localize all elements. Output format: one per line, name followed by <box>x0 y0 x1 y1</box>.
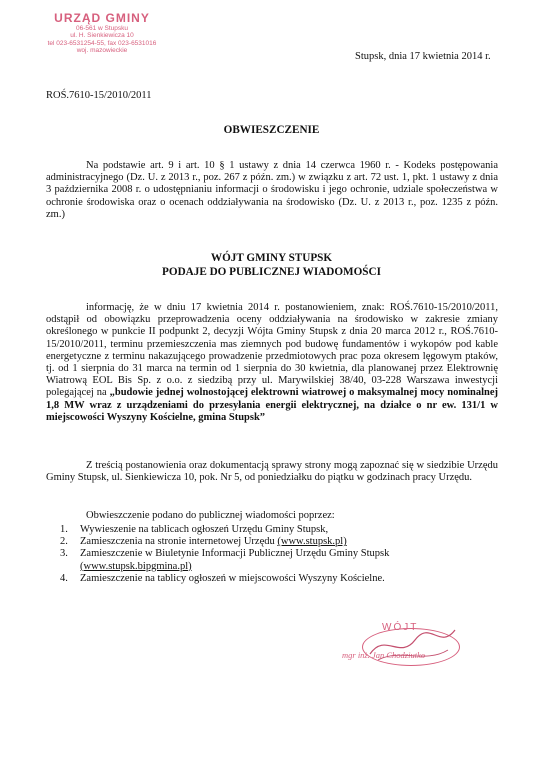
legal-basis-paragraph <box>46 160 498 221</box>
list-item <box>60 573 480 585</box>
decision-text <box>46 302 498 424</box>
notice-intro-text: Obwieszczenie podano do publicznej wiadomości poprzez: <box>86 510 335 521</box>
list-item-text: Zamieszczenie w Biuletynie Informacji Publicznej Urzędu Gminy Stupsk <box>80 548 390 560</box>
list-text <box>80 536 347 548</box>
list-text <box>80 573 385 585</box>
document-title: OBWIESZCZENIE <box>223 124 320 136</box>
bip-link[interactable]: (www.stupsk.bipgmina.pl) <box>80 560 192 572</box>
list-item <box>60 536 480 548</box>
list-text <box>80 548 480 572</box>
stamp-line: ul. H. Sienkiewicza 10 <box>70 32 134 40</box>
list-item <box>60 524 480 536</box>
signature-block <box>330 620 470 670</box>
list-item-text: Zamieszczenia na stronie internetowej Urzędu <box>80 536 278 548</box>
access-paragraph <box>46 460 498 484</box>
list-number: 4. <box>60 572 68 584</box>
stamp-line: tel 023-6531254-55, fax 023-6531016 <box>47 39 157 47</box>
decision-body: informację, że w dniu 17 kwietnia 2014 r. postanowieniem, znak: ROŚ.7610-15/2010/2011, odstąpił od obowiązku przeprowadzenia oceny oddziaływania na środowisko w zakresie zmiany określonego w punkcie II podpunkt 2, decyzji Wójta Gminy Stupsk z dnia 20 marca 2012 r., ROŚ.7610-15/2010/2011, terminu przemieszczenia mas ziemnych pod budowę fundamentów i wykopów pod kable energetyczne z terminu nakazującego prowadzenie przedmiotowych prac poza okresem lęgowym ptaków, tj. od 1 sierpnia do 31 marca na termin od 1 sierpnia do 30 kwietnia, dla planowanej przez Elektrownię Wiatrową EOL Bis Sp. z o.o. z siedzibą przy ul. Marywilskiej 38/40, 03-228 Warszawa inwestycji polegającej na <box>46 302 498 399</box>
list-item <box>60 548 480 572</box>
stamp-line: woj. mazowieckie <box>76 46 128 54</box>
publication-list <box>60 524 480 585</box>
signature-title: WÓJT <box>382 622 419 633</box>
announcement-heading-2: PODAJE DO PUBLICZNEJ WIADOMOŚCI <box>162 266 381 278</box>
signature-name: mgr inż. Jan Chodziutko <box>342 650 426 660</box>
reference-number: ROŚ.7610-15/2010/2011 <box>46 90 152 101</box>
announcement-heading-1: WÓJT GMINY STUPSK <box>210 252 333 264</box>
legal-basis-text: Na podstawie art. 9 i art. 10 § 1 ustawy z dnia 14 czerwca 1960 r. - Kodeks postępowania administracyjnego (Dz. U. z 2013 r., poz. 267 z późn. zm.) w związku z art. 72 ust. 1, pkt. 1 ustawy z dnia 3 października 2008 r. o udostępnianiu informacji o środowisku i jego ochronie, udziale społeczeństwa w ochronie środowiska oraz o ocenach oddziaływania na środowisko (Dz. U. z 2013 r., poz. 1235 z późn. zm.) <box>46 160 498 220</box>
list-text <box>80 524 328 536</box>
handwritten-signature <box>330 620 470 670</box>
stamp-line: 06-561 w Stupsku <box>75 25 129 32</box>
website-link[interactable]: (www.stupsk.pl) <box>277 536 347 548</box>
list-number: 1. <box>60 524 68 535</box>
notice-intro-paragraph <box>46 510 498 522</box>
list-number: 3. <box>60 548 68 560</box>
investment-description: „budowie jednej wolnostojącej elektrowni wiatrowej o maksymalnej mocy nominalnej 1,8 MW wraz z urządzeniami do przesyłania energii elektrycznej, na działce o nr ew. 131/1 w miejscowości Wyszyny Kościelne, gmina Stupsk” <box>46 387 498 423</box>
access-text: Z treścią postanowienia oraz dokumentacją sprawy strony mogą zapoznać się w siedzibie Urzędu Gminy Stupsk, ul. Sienkiewicza 10, pok. Nr 5, od poniedziałku do piątku w godzinach pracy Urzędu. <box>46 460 498 484</box>
place-date: Stupsk, dnia 17 kwietnia 2014 r. <box>355 51 491 62</box>
office-stamp <box>32 12 172 64</box>
list-item-text: Wywieszenie na tablicach ogłoszeń Urzędu Gminy Stupsk, <box>80 524 329 535</box>
list-number: 2. <box>60 536 68 548</box>
stamp-title: URZĄD GMINY <box>54 11 150 25</box>
list-item-text: Zamieszczenie na tablicy ogłoszeń w miejscowości Wyszyny Kościelne. <box>80 572 385 584</box>
decision-paragraph <box>46 302 498 424</box>
